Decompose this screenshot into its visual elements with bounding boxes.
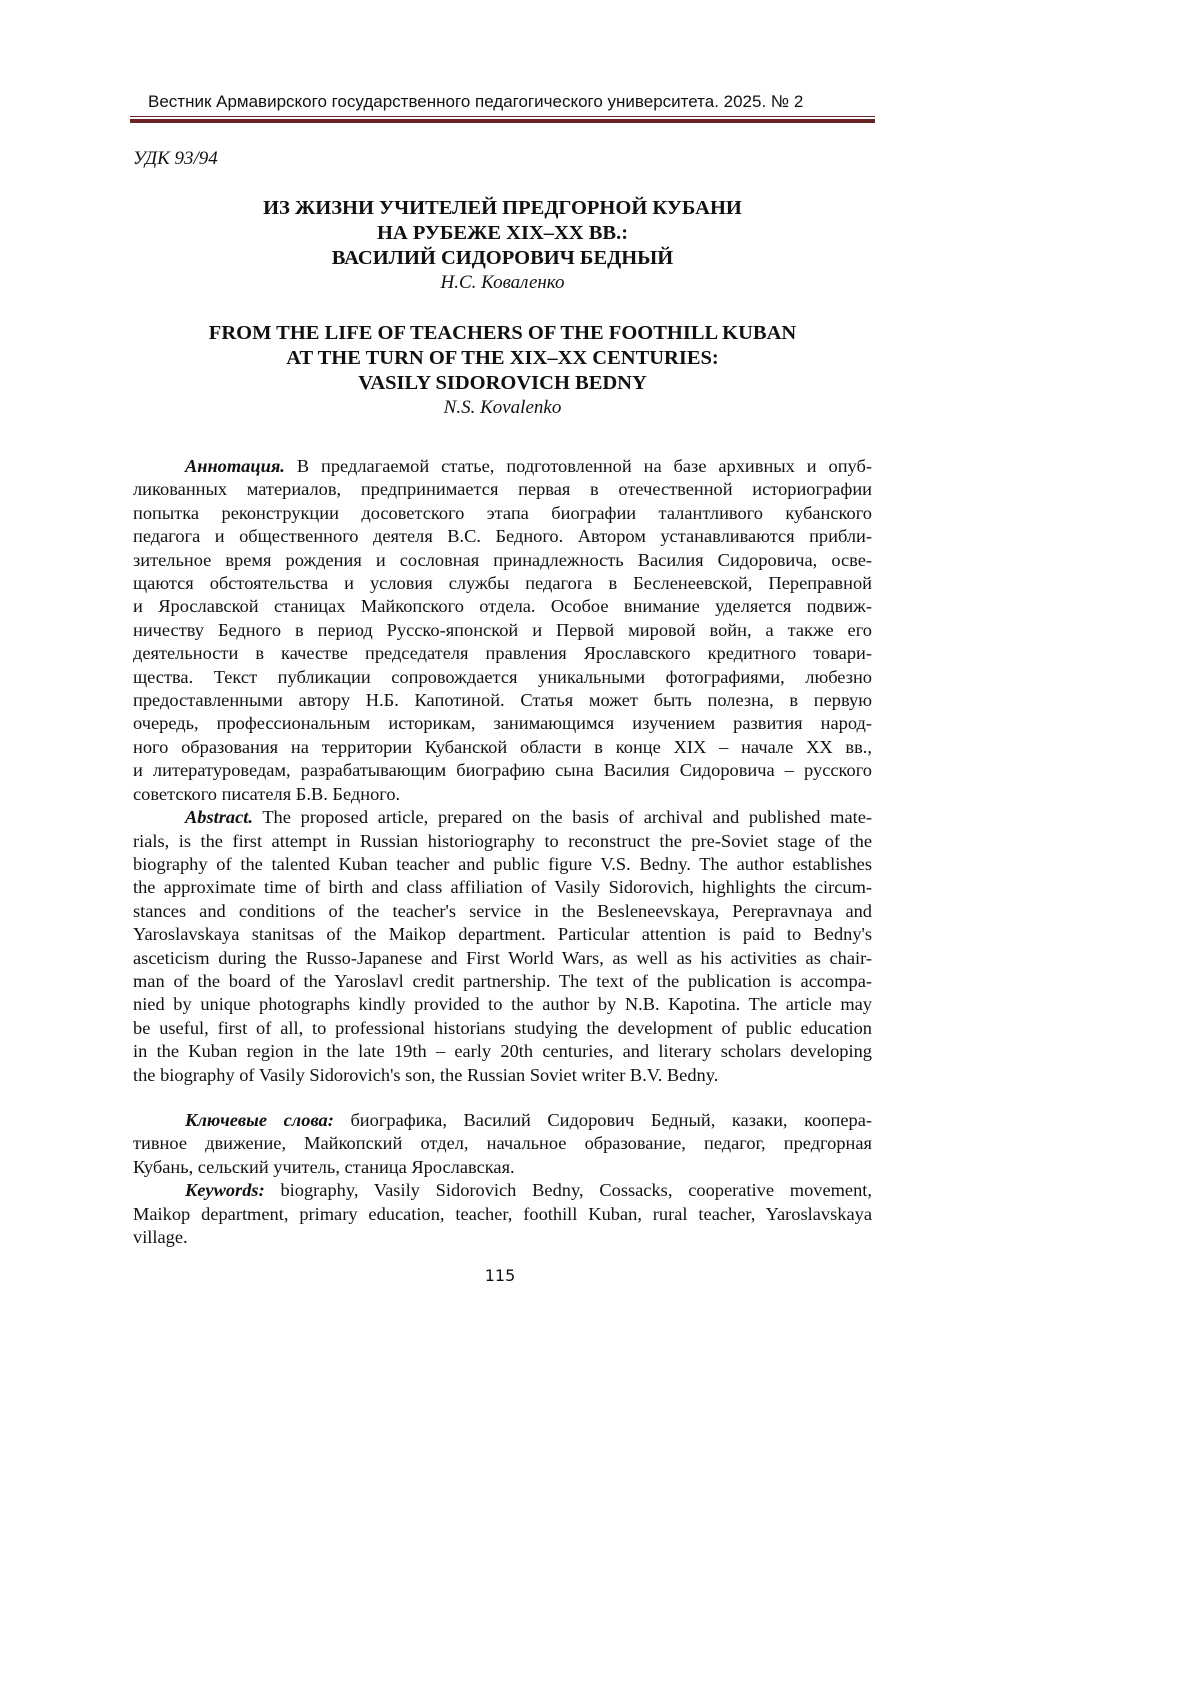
paragraph-line: щества. Текст публикации сопровождается уникальными фотографиями, любезно xyxy=(133,666,872,689)
paragraph-line: the biography of Vasily Sidorovich's son, the Russian Soviet writer B.V. Bedny. xyxy=(133,1064,872,1087)
paragraph-line: the approximate time of birth and class affiliation of Vasily Sidorovich, highlights the circum- xyxy=(133,876,872,899)
paragraph-line: in the Kuban region in the late 19th – early 20th centuries, and literary scholars developing xyxy=(133,1040,872,1063)
paragraph-line: nied by unique photographs kindly provided to the author by N.B. Kapotina. The article may xyxy=(133,993,872,1016)
paragraph-line: Yaroslavskaya stanitsas of the Maikop department. Particular attention is paid to Bedny's xyxy=(133,923,872,946)
paragraph-line xyxy=(133,455,872,478)
header-rule-thin xyxy=(130,116,875,117)
title-block xyxy=(133,196,872,420)
paragraph-line: biography of the talented Kuban teacher and public figure V.S. Bedny. The author establishes xyxy=(133,853,872,876)
paragraph-line xyxy=(133,1109,872,1132)
abstract-paragraph xyxy=(133,806,872,1087)
paragraph-line: Кубань, сельский учитель, станица Ярославская. xyxy=(133,1156,872,1179)
paragraph-line: village. xyxy=(133,1226,872,1249)
paragraph-line xyxy=(133,1179,872,1202)
paragraph-line: зительное время рождения и сословная принадлежность Василия Сидоровича, осве- xyxy=(133,549,872,572)
page-number: 115 xyxy=(0,1266,1000,1285)
paragraph-text: биографика, Василий Сидорович Бедный, казаки, коопера- xyxy=(334,1110,872,1130)
paragraph-line: тивное движение, Майкопский отдел, начальное образование, педагог, предгорная xyxy=(133,1132,872,1155)
paragraph-line: ликованных материалов, предпринимается первая в отечественной историографии xyxy=(133,478,872,501)
paragraph-line: be useful, first of all, to professional historians studying the development of public education xyxy=(133,1017,872,1040)
paragraph-line: щаются обстоятельства и условия службы педагога в Бесленеевской, Переправной xyxy=(133,572,872,595)
paragraph-line: советского писателя Б.В. Бедного. xyxy=(133,783,872,806)
paragraph-label: Keywords: xyxy=(185,1180,265,1200)
paragraph-label: Abstract. xyxy=(185,807,253,827)
paragraph-text: В предлагаемой статье, подготовленной на базе архивных и опуб- xyxy=(285,456,872,476)
paragraph-label: Аннотация. xyxy=(185,456,285,476)
udk-code: УДК 93/94 xyxy=(133,148,218,170)
journal-header: Вестник Армавирского государственного педагогического университета. 2025. № 2 xyxy=(148,92,872,112)
title-en-line: FROM THE LIFE OF TEACHERS OF THE FOOTHILL KUBAN xyxy=(133,321,872,346)
paragraph-line: и литературоведам, разрабатывающим биографию сына Василия Сидоровича – русского xyxy=(133,759,872,782)
author-en: N.S. Kovalenko xyxy=(133,396,872,420)
title-ru-line: ИЗ ЖИЗНИ УЧИТЕЛЕЙ ПРЕДГОРНОЙ КУБАНИ xyxy=(133,196,872,221)
keywords-en-paragraph xyxy=(133,1179,872,1249)
paragraph-line: stances and conditions of the teacher's service in the Besleneevskaya, Perepravnaya and xyxy=(133,900,872,923)
keywords-ru-paragraph xyxy=(133,1109,872,1179)
paragraph-line: Maikop department, primary education, teacher, foothill Kuban, rural teacher, Yaroslavskaya xyxy=(133,1203,872,1226)
annotation-paragraph xyxy=(133,455,872,806)
paragraph-line: и Ярославской станицах Майкопского отдела. Особое внимание уделяется подвиж- xyxy=(133,595,872,618)
paragraph-line: очередь, профессиональным историкам, занимающимся изучением развития народ- xyxy=(133,712,872,735)
paragraph-line xyxy=(133,806,872,829)
paragraph-line: ного образования на территории Кубанской области в конце XIX – начале XX вв., xyxy=(133,736,872,759)
paragraph-line: деятельности в качестве председателя правления Ярославского кредитного товари- xyxy=(133,642,872,665)
paragraph-line: rials, is the first attempt in Russian historiography to reconstruct the pre-Soviet stage of the xyxy=(133,830,872,853)
paragraph-line: попытка реконструкции досоветского этапа биографии талантливого кубанского xyxy=(133,502,872,525)
paragraph-line: ничеству Бедного в период Русско-японской и Первой мировой войн, а также его xyxy=(133,619,872,642)
title-en-line: VASILY SIDOROVICH BEDNY xyxy=(133,371,872,396)
paragraph-line: педагога и общественного деятеля В.С. Бедного. Автором устанавливаются прибли- xyxy=(133,525,872,548)
title-en-line: AT THE TURN OF THE XIX–XX CENTURIES: xyxy=(133,346,872,371)
paragraph-line: man of the board of the Yaroslavl credit partnership. The text of the publication is accompa- xyxy=(133,970,872,993)
article-body xyxy=(133,455,872,1249)
author-ru: Н.С. Коваленко xyxy=(133,271,872,295)
paragraph-label: Ключевые слова: xyxy=(185,1110,334,1130)
paragraph-line: предоставленными автору Н.Б. Капотиной. Статья может быть полезна, в первую xyxy=(133,689,872,712)
title-ru-line: НА РУБЕЖЕ XIX–XX ВВ.: xyxy=(133,221,872,246)
paragraph-line: asceticism during the Russo-Japanese and First World Wars, as well as his activities as chair- xyxy=(133,947,872,970)
paragraph-text: biography, Vasily Sidorovich Bedny, Cossacks, cooperative movement, xyxy=(265,1180,872,1200)
title-ru-line: ВАСИЛИЙ СИДОРОВИЧ БЕДНЫЙ xyxy=(133,246,872,271)
header-rule-thick xyxy=(130,119,875,123)
paragraph-text: The proposed article, prepared on the basis of archival and published mate- xyxy=(253,807,872,827)
